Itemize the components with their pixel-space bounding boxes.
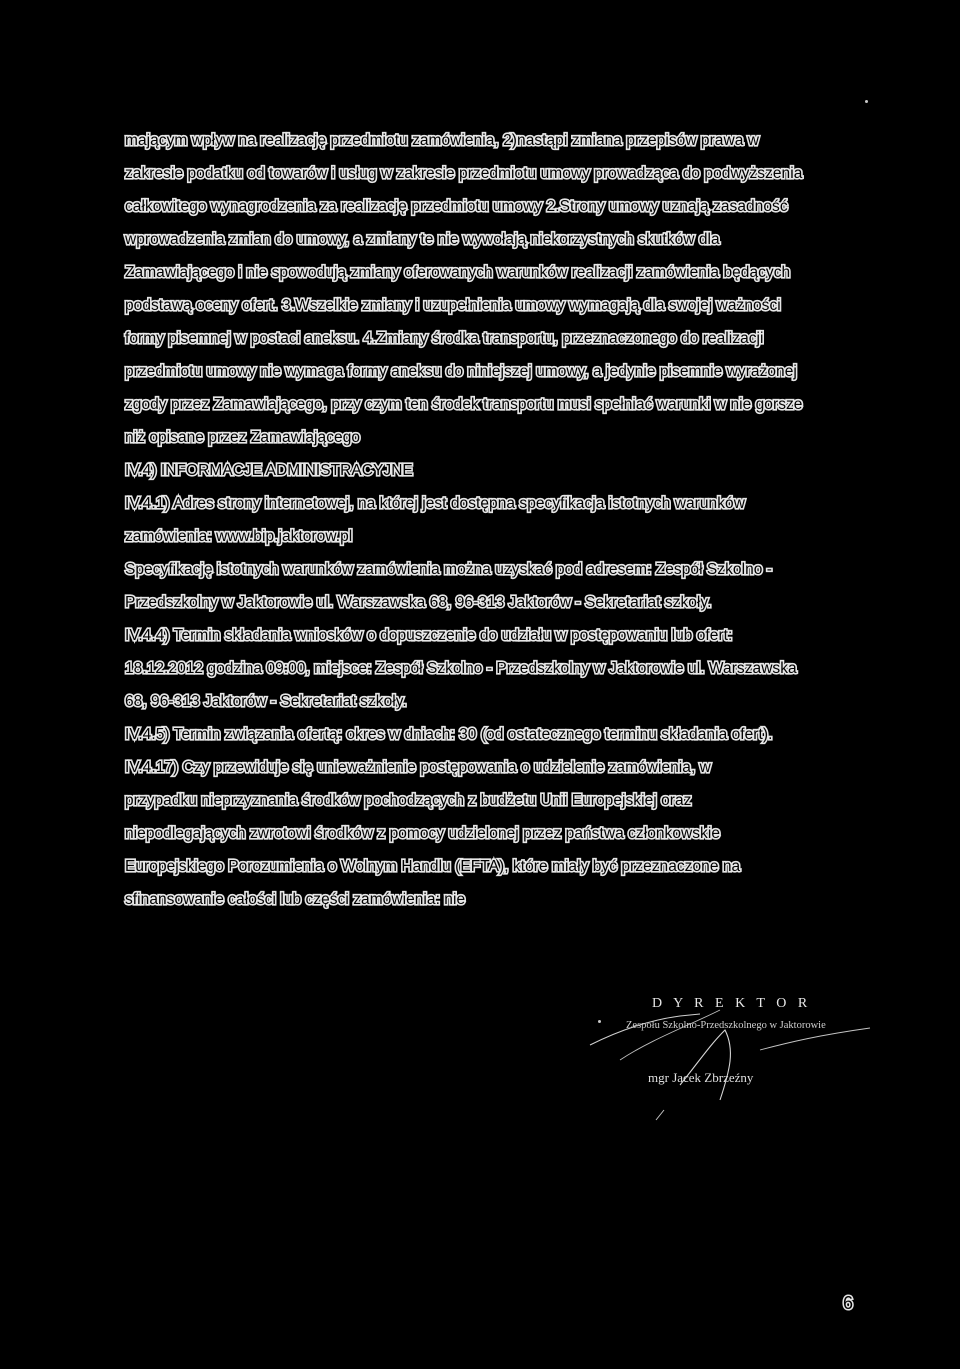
text-line: zakresie podatku od towarów i usług w zakresie przedmiotu umowy prowadząca do podwyższenia (125, 165, 803, 182)
director-stamp (560, 990, 880, 1130)
text-line: całkowitego wynagrodzenia za realizację przedmiotu umowy 2.Strony umowy uznają zasadność (125, 198, 788, 215)
text-line: zamówienia: www.bip.jaktorow.pl (125, 528, 353, 545)
text-line: IV.4.17) Czy przewiduje się unieważnienie postępowania o udzielenie zamówienia, w (125, 759, 711, 776)
text-line: Przedszkolny w Jaktorowie ul. Warszawska 68, 96-313 Jaktorów - Sekretariat szkoły. (125, 594, 712, 611)
text-line: Specyfikację istotnych warunków zamówienia można uzyskać pod adresem: Zespół Szkolno - (125, 561, 772, 578)
text-line: przedmiotu umowy nie wymaga formy aneksu do niniejszej umowy, a jedynie pisemnie wyrażonej (125, 363, 797, 380)
text-line: IV.4.5) Termin związania ofertą: okres w dniach: 30 (od ostatecznego terminu składania ofert). (125, 726, 773, 743)
text-line: 18.12.2012 godzina 09:00, miejsce: Zespół Szkolno - Przedszkolny w Jaktorowie ul. Warszawska (125, 660, 797, 677)
stamp-title: D Y R E K T O R (652, 996, 812, 1011)
text-line: sfinansowanie całości lub części zamówienia: nie (125, 891, 466, 908)
text-line: IV.4.1) Adres strony internetowej, na której jest dostępna specyfikacja istotnych warunków (125, 495, 745, 512)
text-line: niepodlegających zwrotowi środków z pomocy udzielonej przez państwa członkowskie (125, 825, 721, 842)
text-line: Europejskiego Porozumienia o Wolnym Handlu (EFTA), które miały być przeznaczone na (125, 858, 741, 875)
document-body (125, 126, 855, 918)
text-line: Zamawiającego i nie spowodują zmiany oferowanych warunków realizacji zamówienia będących (125, 264, 791, 281)
text-line: 68, 96-313 Jaktorów - Sekretariat szkoły. (125, 693, 407, 710)
text-line: wprowadzenia zmian do umowy, a zmiany te nie wywołają niekorzystnych skutków dla (125, 231, 720, 248)
text-line: mającym wpływ na realizację przedmiotu zamówienia, 2)nastąpi zmiana przepisów prawa w (125, 132, 759, 149)
text-line: podstawą oceny ofert. 3.Wszelkie zmiany i uzupełnienia umowy wymagają dla swojej ważności (125, 297, 781, 314)
section-heading: IV.4) INFORMACJE ADMINISTRACYJNE (125, 462, 413, 479)
speck (865, 100, 868, 103)
speck (598, 1020, 601, 1023)
text-line: zgody przez Zamawiającego, przy czym ten środek transportu musi spełniać warunki w nie gorsze (125, 396, 803, 413)
text-line: formy pisemnej w postaci aneksu. 4.Zmiany środka transportu, przeznaczonego do realizacji (125, 330, 764, 347)
text-line: IV.4.4) Termin składania wniosków o dopuszczenie do udziału w postępowaniu lub ofert: (125, 627, 733, 644)
stamp-school-name: Zespołu Szkolno-Przedszkolnego w Jaktorowie (626, 1020, 826, 1031)
signatory-name: mgr Jacek Zbrzeźny (648, 1070, 754, 1085)
text-line: przypadku nieprzyznania środków pochodzących z budżetu Unii Europejskiej oraz (125, 792, 692, 809)
text-line: niż opisane przez Zamawiającego (125, 429, 361, 446)
page-number: 6 (843, 1293, 854, 1313)
